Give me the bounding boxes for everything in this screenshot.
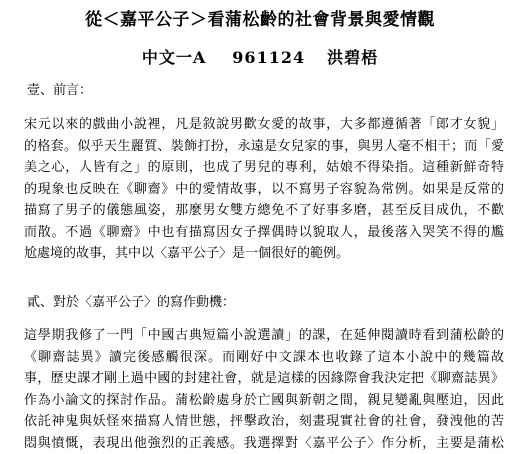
paragraph-line: 作為小論文的探討作品。蒲松齡處身於亡國與新朝之間，親見變亂與壓迫，因此: [24, 390, 504, 412]
section-heading-preface: 壹、前言：: [27, 79, 92, 98]
paragraph-line: 宋元以來的戲曲小說裡，凡是敘說男歡女愛的故事，大多都遵循著「郎才女貌」: [24, 114, 504, 136]
preface-paragraph: [24, 114, 504, 265]
motivation-paragraph: [24, 325, 504, 454]
paragraph-line: 美之心，人皆有之」的原則，也成了男兒的專利，姑娘不得染指。這種新鮮奇特: [24, 157, 504, 179]
paragraph-line: 的現象也反映在《聊齋》中的愛情故事，以不寫男子容貌為常例。如果是反常的: [24, 179, 504, 201]
author-name: 洪碧梧: [327, 45, 378, 68]
paragraph-line: 這學期我修了一門「中國古典短篇小說選讀」的課，在延伸閱讀時看到蒲松齡的: [24, 325, 504, 347]
document-title: 從＜嘉平公子＞看蒲松齡的社會背景與愛情觀: [0, 5, 520, 30]
paragraph-line: 事，歷史課才剛上過中國的封建社會，就是這樣的因緣際會我決定把《聊齋誌異》: [24, 368, 504, 390]
paragraph-line: 描寫了男子的儀態風姿，那麼男女雙方總免不了好事多磨，甚至反目成仇，不歡: [24, 200, 504, 222]
paragraph-line: 悶與憤慨，表現出他強烈的正義感。我選擇對〈嘉平公子〉作分析，主要是蒲松: [24, 433, 504, 454]
paragraph-line: 而散。不過《聊齋》中也有描寫因女子擇偶時以貌取人，最後落入哭笑不得的尷: [24, 222, 504, 244]
class-label: 中文一A: [142, 45, 206, 68]
paragraph-line: 依託神鬼與妖怪來描寫人情世態，抨擊政治，刻畫現實社會的社會，發洩他的苦: [24, 411, 504, 433]
author-byline: [0, 45, 520, 68]
section-heading-motivation: 貳、對於〈嘉平公子〉的寫作動機：: [27, 291, 235, 310]
paragraph-line: 的格套。似乎天生麗質、裝飾打扮，永遠是女兒家的事，與男人毫不相干；而「愛: [24, 136, 504, 158]
paragraph-line: 《聊齋誌異》讀完後感觸很深。而剛好中文課本也收錄了這本小說中的幾篇故: [24, 347, 504, 369]
student-id: 961124: [232, 48, 305, 67]
paragraph-line: 尬處境的故事，其中以〈嘉平公子〉是一個很好的範例。: [24, 243, 504, 265]
